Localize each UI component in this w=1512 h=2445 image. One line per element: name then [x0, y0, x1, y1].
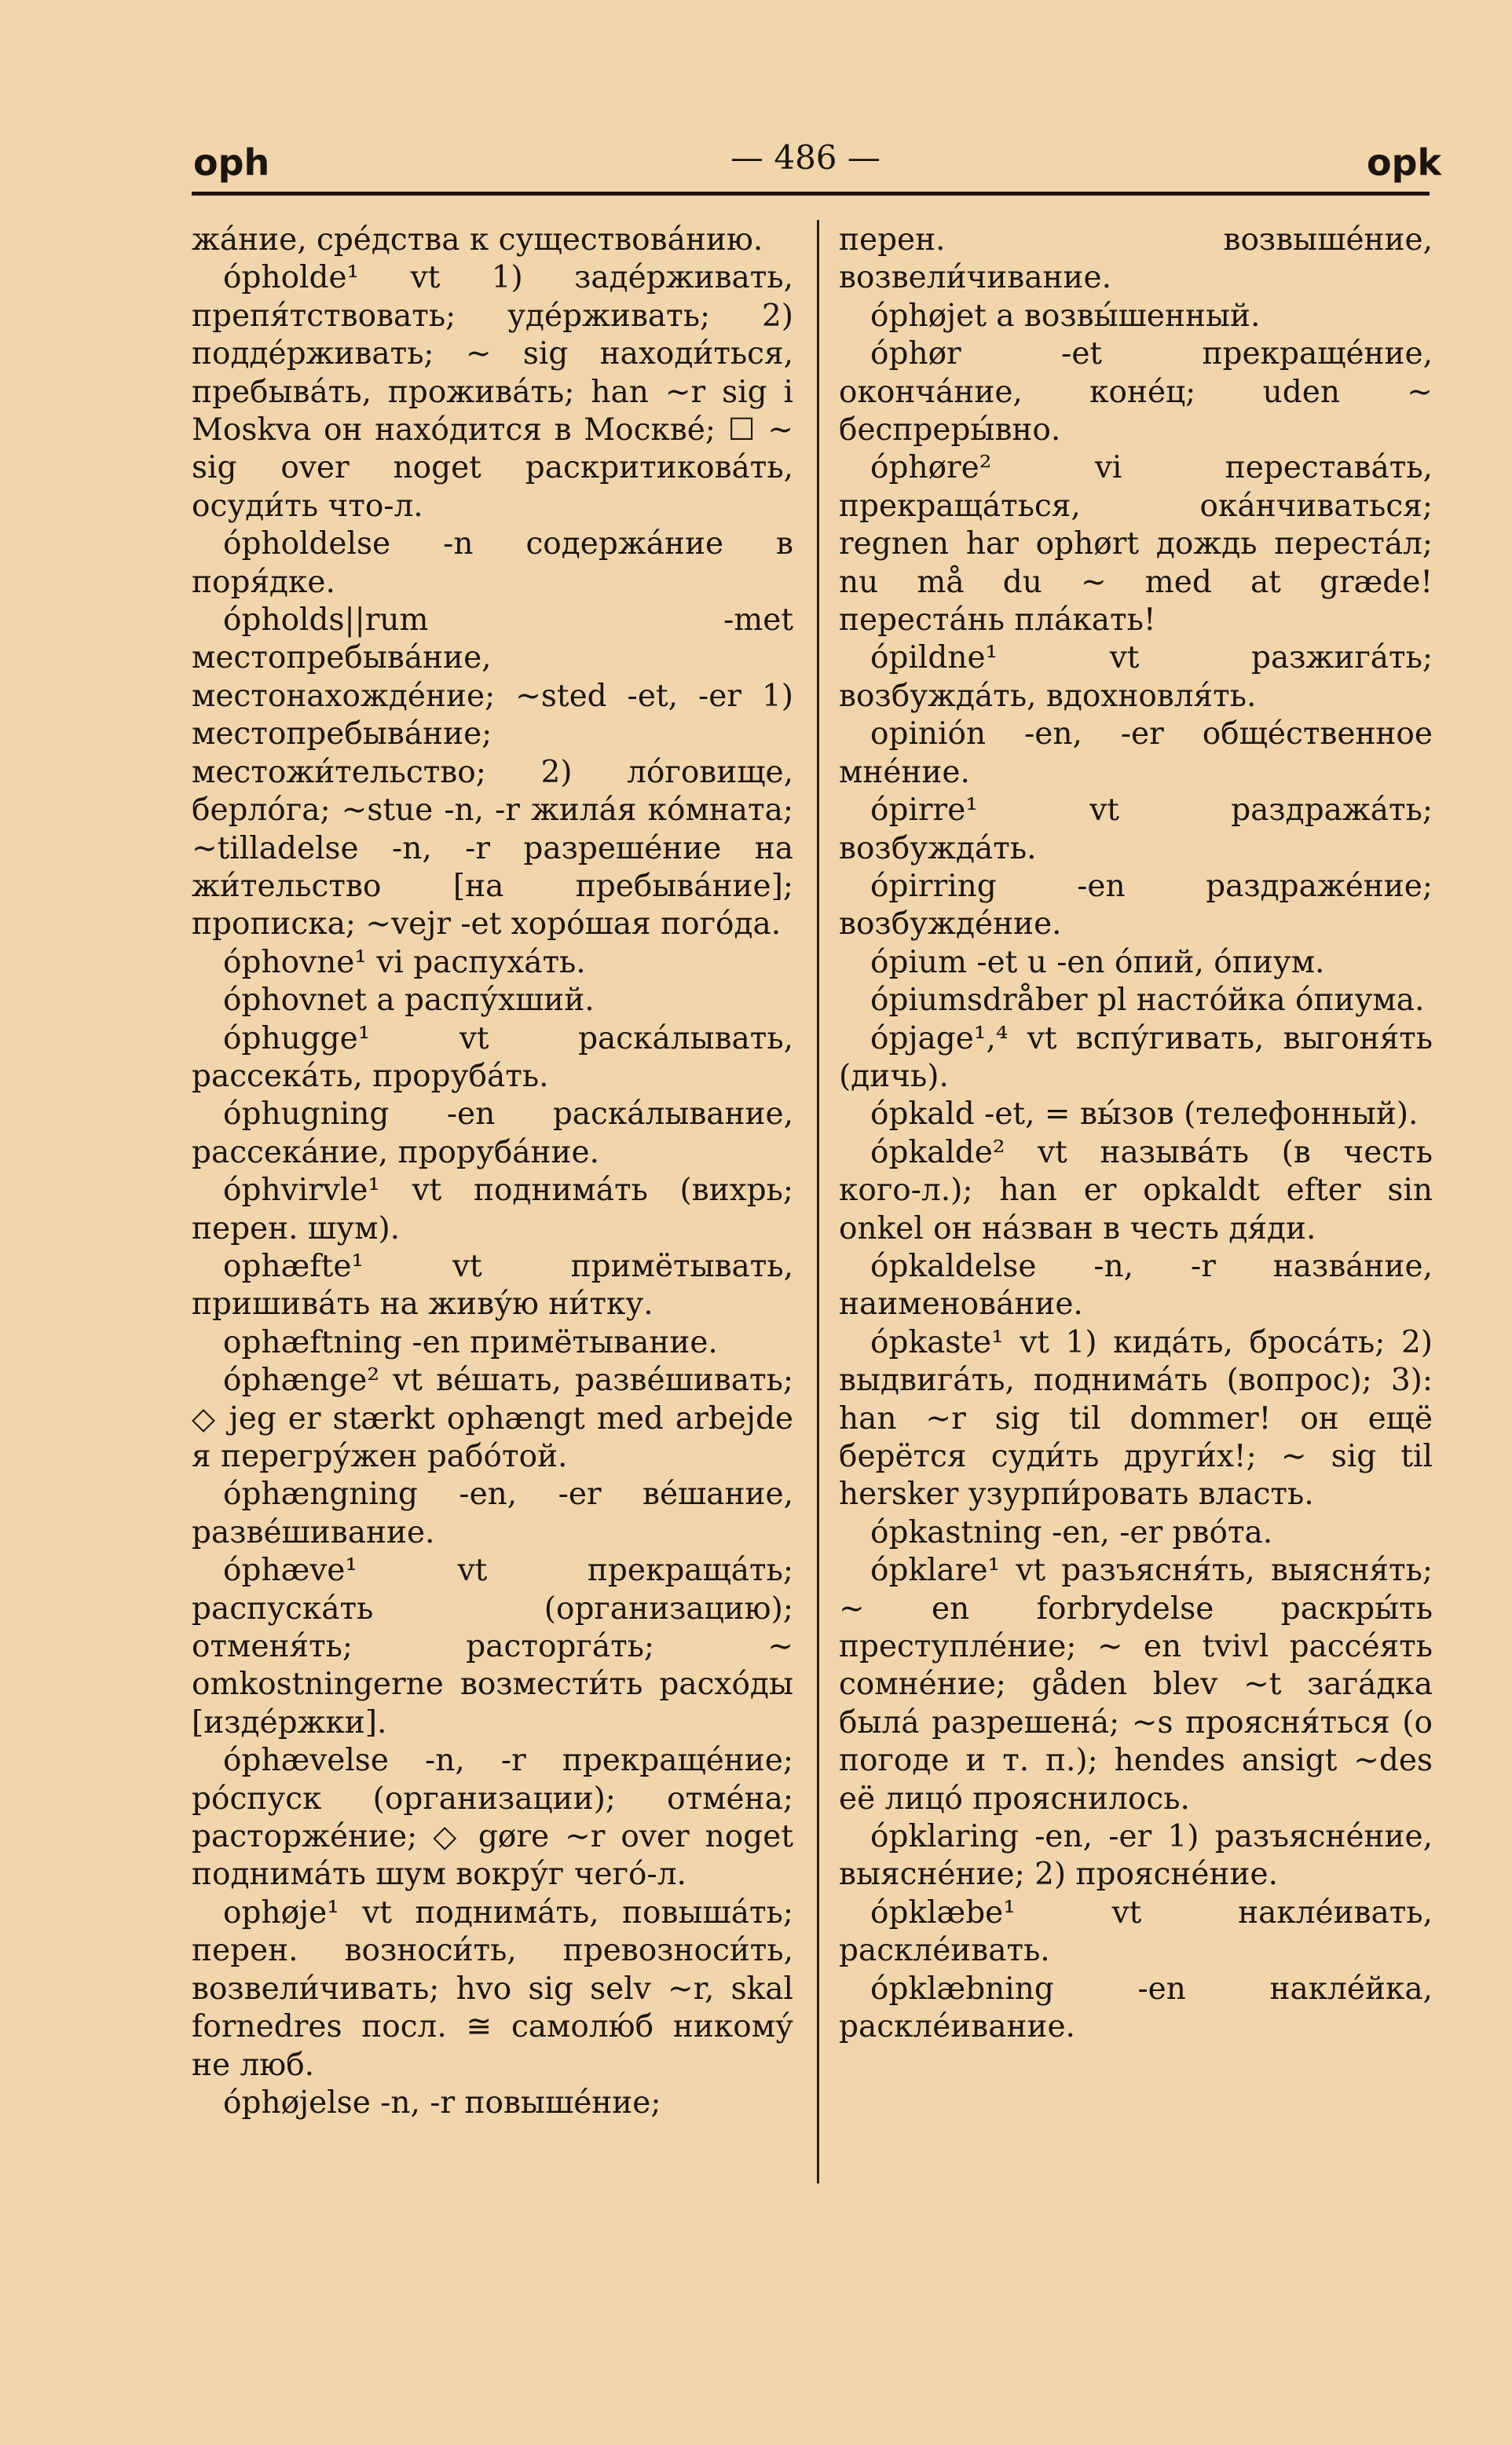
entry-continuation: жа́ние, сре́дства к существова́нию. [192, 222, 763, 258]
entry: óphøre² vi перестава́ть, прекраща́ться, окáнчиваться; regnen har ophørt дождь переста́л; nu må du ~ med at græde! перестáнь плáкать! [839, 450, 1433, 639]
entry: óphøjet a возвы́шенный. [870, 298, 1261, 334]
entry: óphovnet a распу́хший. [223, 983, 595, 1019]
entry: óphæve¹ vt прекраща́ть; распуска́ть (организацию); отменя́ть; расторга́ть; ~ omkostningerne возмести́ть расхóды [издéржки]. [192, 1553, 793, 1740]
left-guide-word: oph [193, 141, 270, 184]
entry: ópklæbning -en накле́йка, раскле́ивание. [839, 1971, 1433, 2045]
entry: ópholde¹ vt 1) заде́рживать, препя́тствовать; удéрживать; 2) поддéрживать; ~ sig находи́ться, пребыва́ть, прожива́ть; han ~r sig i Moskva он нахóдится в Москве́; ☐ ~ sig over noget раскритикова́ть, осуди́ть что-л. [192, 260, 793, 524]
column-divider [817, 220, 819, 2183]
entry: óphvirvle¹ vt поднима́ть (вихрь; перен. шум). [192, 1173, 793, 1246]
entry: ópkaste¹ vt 1) кида́ть, броса́ть; 2) выдвига́ть, поднима́ть (вопрос); 3): han ~r sig til dommer! он ещё берётся суди́ть други́х!; ~ sig til hersker узурпи́ровать власть. [839, 1324, 1433, 1513]
entry: ópium -et u -en óпий, óпиум. [870, 944, 1325, 980]
entry: óphugge¹ vt раска́лывать, рассека́ть, проруба́ть. [192, 1020, 793, 1094]
entry: óphør -et прекраще́ние, окончáние, конéц; uden ~ беспреры́вно. [839, 336, 1433, 448]
entry: ópildne¹ vt разжига́ть; возбужда́ть, вдохновля́ть. [839, 640, 1433, 714]
entry: ópkastning -en, -er рвóта. [870, 1514, 1273, 1550]
entry: ophøje¹ vt поднима́ть, повыша́ть; перен. возноси́ть, превозноси́ть, возвели́чивать; hvo sig selv ~r, skal fornedres посл. ≅ самолю́б никому́ не люб. [192, 1894, 793, 2083]
entry: ophæftning -en примётывание. [223, 1324, 718, 1360]
entry: óphugning -en раска́лывание, рассека́ние, проруба́ние. [192, 1096, 793, 1170]
page-number: — 486 — [730, 138, 880, 177]
entry: opinión -en, -er общéственное мне́ние. [839, 716, 1433, 790]
header-rule [192, 192, 1430, 196]
entry: ópirre¹ vt раздража́ть; возбужда́ть. [839, 792, 1433, 866]
entry: ópkalde² vt называ́ть (в честь кого-л.); han er opkaldt efter sin onkel он на́зван в честь дя́ди. [839, 1134, 1433, 1246]
entry: ópjage¹,⁴ vt вспу́гивать, выгоня́ть (дичь). [839, 1020, 1433, 1094]
entry: ópklæbe¹ vt накле́ивать, раскле́ивать. [839, 1894, 1433, 1969]
entry: ópklare¹ vt разъясня́ть, выясня́ть; ~ en forbrydelse раскры́ть преступле́ние; ~ en tvivl рассе́ять сомне́ние; gåden blev ~t зага́дка была́ разрешена́; ~s проясня́ться (о погоде и т. п.); hendes ansigt ~des её лицó прояснилось. [839, 1553, 1433, 1817]
entry: ópkaldelse -n, -r назва́ние, наименова́ние. [839, 1248, 1433, 1323]
right-guide-word: opk [1367, 141, 1442, 184]
entry: óphænge² vt ве́шать, разве́шивать; ◇ jeg er stærkt ophængt med arbejde я перегру́жен рабóтой. [192, 1363, 793, 1474]
entry: ópklaring -en, -er 1) разъясне́ние, выясне́ние; 2) проясне́ние. [839, 1819, 1433, 1893]
entry-continuation: перен. возвыше́ние, возвели́чивание. [839, 222, 1433, 296]
entry: óphøjelse -n, -r повыше́ние; [223, 2084, 661, 2121]
right-column [839, 221, 1433, 2047]
entry: óphængning -en, -er ве́шание, разве́шивание. [192, 1477, 793, 1550]
left-column [192, 221, 793, 2122]
entry: ópkald -et, = вы́зов (телефонный). [870, 1096, 1419, 1133]
entry: óphævelse -n, -r прекраще́ние; рóспуск (организации); отме́на; расторже́ние; ◇ gøre ~r over noget поднима́ть шум вокру́г чегó-л. [192, 1743, 793, 1893]
entry: ophæfte¹ vt примётывать, пришива́ть на живу́ю ни́тку. [192, 1248, 793, 1323]
entry: ópirring -en раздраже́ние; возбужде́ние. [839, 868, 1433, 942]
page-header [0, 134, 1512, 188]
entry: ópholds||rum -met местопребыва́ние, местонахожде́ние; ~sted -et, -er 1) местопребыва́ние; местожи́тельство; 2) лóговище, берло́га; ~stue -n, -r жила́я кóмната; ~tilladelse -n, -r разреше́ние на жи́тельство [на пребыва́ние]; прописка; ~vejr -et хорóшая погóда. [192, 602, 793, 942]
entry: óphovne¹ vi распуха́ть. [223, 944, 586, 980]
entry: ópiumsdråber pl настóйка óпиума. [870, 983, 1425, 1019]
entry: ópholdelse -n содержа́ние в поря́дке. [192, 526, 793, 600]
